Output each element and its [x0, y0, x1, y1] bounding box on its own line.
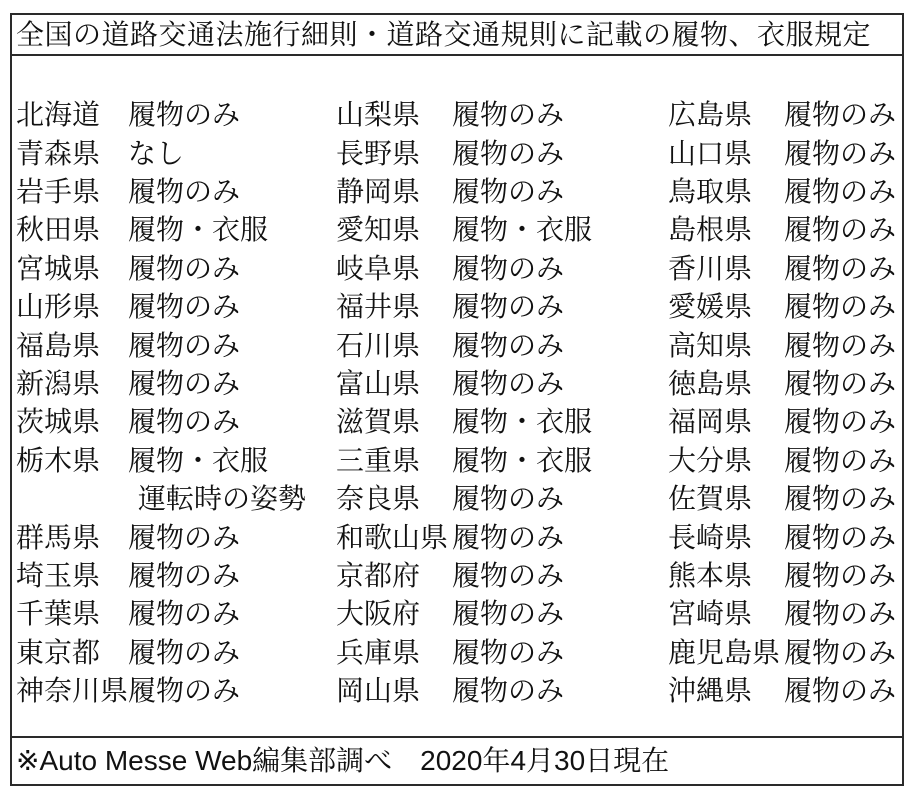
regulation-value: 履物のみ	[128, 598, 241, 630]
table-footnote: ※Auto Messe Web編集部調べ 2020年4月30日現在	[12, 736, 902, 784]
table-row	[16, 593, 336, 631]
regulation-value: 履物のみ	[128, 291, 241, 323]
table-row	[336, 209, 668, 247]
table-row	[336, 324, 668, 362]
table-row	[668, 631, 902, 669]
prefecture-name: 京都府	[336, 559, 421, 591]
regulation-value: 履物のみ	[784, 214, 897, 246]
table-row	[336, 478, 668, 516]
table-row	[668, 401, 902, 439]
prefecture-name: 山形県	[16, 291, 101, 323]
regulation-value: 履物のみ	[784, 329, 897, 361]
prefecture-name: 岩手県	[16, 175, 101, 207]
prefecture-name: 宮城県	[16, 252, 101, 284]
table-column-2	[336, 94, 668, 708]
prefecture-name: 福島県	[16, 329, 101, 361]
regulation-value: 履物のみ	[128, 252, 241, 284]
table-row	[16, 94, 336, 132]
regulation-value: 履物のみ	[784, 252, 897, 284]
prefecture-name: 福井県	[336, 291, 421, 323]
table-row	[336, 631, 668, 669]
prefecture-name: 栃木県	[16, 444, 101, 476]
table-row	[16, 209, 336, 247]
table-row	[16, 670, 336, 708]
prefecture-name: 和歌山県	[336, 521, 449, 553]
table-row	[336, 516, 668, 554]
prefecture-name: 愛知県	[336, 214, 421, 246]
prefecture-name: 佐賀県	[668, 483, 753, 515]
prefecture-name: 香川県	[668, 252, 753, 284]
table-title: 全国の道路交通法施行細則・道路交通規則に記載の履物、衣服規定	[12, 15, 902, 56]
table-row	[668, 132, 902, 170]
regulation-value: 履物のみ	[784, 137, 897, 169]
table-row	[668, 516, 902, 554]
table-row	[336, 286, 668, 324]
table-row	[336, 248, 668, 286]
table-row	[336, 555, 668, 593]
table-row	[336, 440, 668, 478]
table-row	[668, 363, 902, 401]
regulation-value: 履物のみ	[784, 99, 897, 131]
prefecture-name: 千葉県	[16, 598, 101, 630]
table-row	[16, 286, 336, 324]
regulation-value: 履物のみ	[452, 291, 565, 323]
regulation-value: 履物のみ	[128, 636, 241, 668]
table-row	[16, 132, 336, 170]
regulation-value: 履物のみ	[784, 291, 897, 323]
table-row	[668, 440, 902, 478]
table-column-1	[16, 94, 336, 708]
prefecture-name: 山口県	[668, 137, 753, 169]
table-row	[336, 132, 668, 170]
table-row	[336, 363, 668, 401]
regulation-value: 履物のみ	[128, 559, 241, 591]
table-row	[336, 593, 668, 631]
prefecture-name: 青森県	[16, 137, 101, 169]
table-row	[668, 286, 902, 324]
table-body	[12, 56, 902, 736]
prefecture-name: 愛媛県	[668, 291, 753, 323]
regulation-value: 履物・衣服	[452, 214, 593, 246]
table-row	[668, 94, 902, 132]
table-row	[336, 171, 668, 209]
prefecture-name: 滋賀県	[336, 406, 421, 438]
prefecture-name: 徳島県	[668, 367, 753, 399]
regulation-value: 履物のみ	[784, 483, 897, 515]
prefecture-name: 三重県	[336, 444, 421, 476]
prefecture-name: 福岡県	[668, 406, 753, 438]
prefecture-name: 長野県	[336, 137, 421, 169]
table-column-3	[668, 94, 902, 708]
regulation-value: 履物のみ	[452, 598, 565, 630]
table-row	[336, 401, 668, 439]
table-row	[668, 209, 902, 247]
table-row	[336, 670, 668, 708]
regulation-value: 履物のみ	[784, 559, 897, 591]
regulation-value: 履物のみ	[128, 329, 241, 361]
regulation-value: 運転時の姿勢	[138, 483, 307, 515]
regulation-value: 履物のみ	[452, 175, 565, 207]
prefecture-name: 岐阜県	[336, 252, 421, 284]
prefecture-name: 埼玉県	[16, 559, 101, 591]
regulation-value: 履物のみ	[128, 406, 241, 438]
prefecture-name: 山梨県	[336, 99, 421, 131]
prefecture-name: 秋田県	[16, 214, 101, 246]
prefecture-name: 鳥取県	[668, 175, 753, 207]
regulation-value: 履物のみ	[128, 175, 241, 207]
prefecture-name: 宮崎県	[668, 598, 753, 630]
regulation-value: 履物・衣服	[452, 406, 593, 438]
prefecture-name: 新潟県	[16, 367, 101, 399]
prefecture-name: 東京都	[16, 636, 101, 668]
regulation-value: 履物・衣服	[452, 444, 593, 476]
regulation-value: 履物のみ	[452, 252, 565, 284]
table-row	[16, 440, 336, 478]
prefecture-name: 富山県	[336, 367, 421, 399]
table-row	[16, 248, 336, 286]
table-row	[16, 478, 336, 516]
regulation-table-box	[10, 13, 904, 786]
regulation-value: 履物のみ	[784, 636, 897, 668]
table-row	[16, 363, 336, 401]
regulation-value: 履物のみ	[784, 406, 897, 438]
prefecture-name: 大阪府	[336, 598, 421, 630]
prefecture-name: 静岡県	[336, 175, 421, 207]
prefecture-name: 大分県	[668, 444, 753, 476]
regulation-value: 履物のみ	[452, 636, 565, 668]
table-row	[668, 248, 902, 286]
prefecture-name: 北海道	[16, 99, 101, 131]
regulation-value: 履物のみ	[784, 367, 897, 399]
table-row	[16, 555, 336, 593]
prefecture-name: 茨城県	[16, 406, 101, 438]
regulation-value: 履物のみ	[128, 99, 241, 131]
prefecture-name: 石川県	[336, 329, 421, 361]
prefecture-name: 熊本県	[668, 559, 753, 591]
prefecture-name: 長崎県	[668, 521, 753, 553]
table-row	[336, 94, 668, 132]
table-row	[16, 171, 336, 209]
regulation-value: 履物のみ	[452, 521, 565, 553]
regulation-value: 履物のみ	[784, 175, 897, 207]
table-row	[668, 670, 902, 708]
regulation-value: 履物のみ	[452, 675, 565, 707]
table-row	[16, 631, 336, 669]
prefecture-name: 沖縄県	[668, 675, 753, 707]
prefecture-name: 鹿児島県	[668, 636, 781, 668]
regulation-value: 履物のみ	[452, 99, 565, 131]
prefecture-name: 兵庫県	[336, 636, 421, 668]
regulation-value: 履物・衣服	[128, 214, 269, 246]
table-row	[668, 593, 902, 631]
regulation-value: なし	[128, 137, 185, 169]
prefecture-name: 奈良県	[336, 483, 421, 515]
prefecture-name: 島根県	[668, 214, 753, 246]
regulation-value: 履物のみ	[452, 483, 565, 515]
prefecture-name: 群馬県	[16, 521, 101, 553]
table-row	[668, 171, 902, 209]
regulation-value: 履物のみ	[784, 675, 897, 707]
regulation-value: 履物のみ	[784, 521, 897, 553]
prefecture-name: 岡山県	[336, 675, 421, 707]
prefecture-name: 広島県	[668, 99, 753, 131]
regulation-value: 履物のみ	[784, 598, 897, 630]
regulation-value: 履物のみ	[452, 329, 565, 361]
regulation-value: 履物のみ	[128, 367, 241, 399]
regulation-value: 履物のみ	[784, 444, 897, 476]
table-row	[668, 324, 902, 362]
table-row	[16, 516, 336, 554]
regulation-value: 履物のみ	[452, 137, 565, 169]
prefecture-name: 神奈川県	[16, 675, 129, 707]
regulation-value: 履物のみ	[128, 521, 241, 553]
regulation-value: 履物のみ	[452, 367, 565, 399]
regulation-value: 履物・衣服	[128, 444, 269, 476]
table-row	[16, 324, 336, 362]
table-row	[16, 401, 336, 439]
table-row	[668, 555, 902, 593]
regulation-value: 履物のみ	[128, 675, 241, 707]
table-row	[668, 478, 902, 516]
regulation-value: 履物のみ	[452, 559, 565, 591]
prefecture-name: 高知県	[668, 329, 753, 361]
